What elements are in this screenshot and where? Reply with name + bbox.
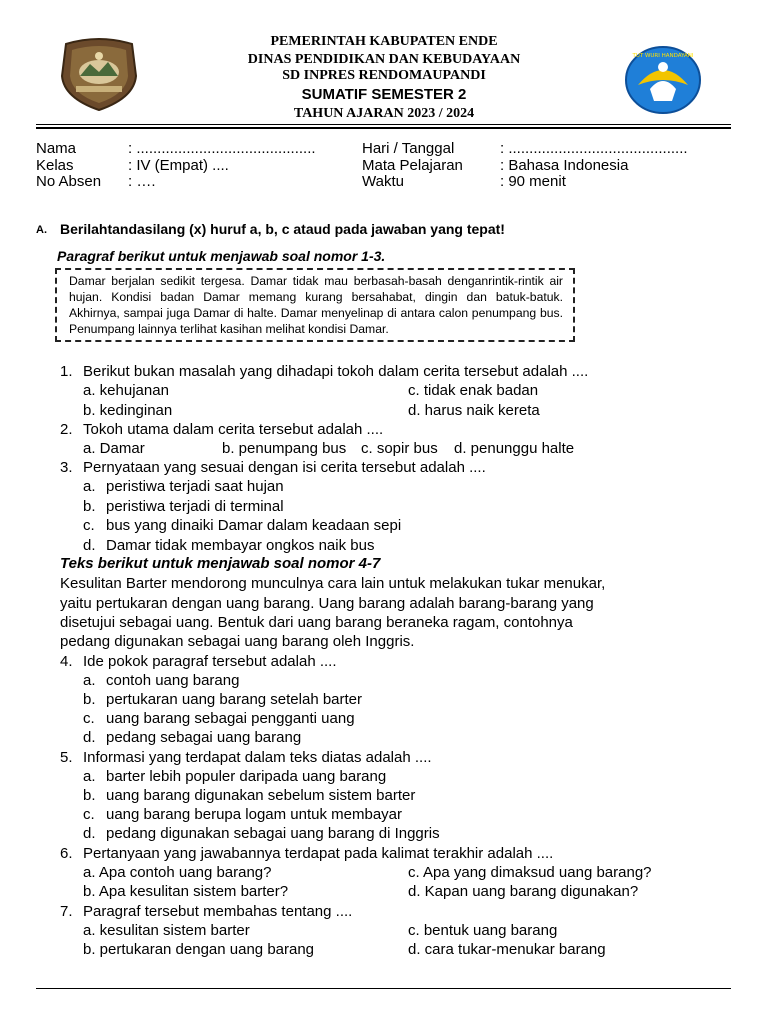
hari-label: Hari / Tanggal [362, 140, 455, 157]
q2-option-b: b. penumpang bus [222, 440, 347, 457]
q1-option-b: b. kedinginan [83, 402, 173, 419]
absen-label: No Absen [36, 173, 102, 190]
q1-option-c: c. tidak enak badan [408, 382, 539, 399]
q3-option-d: Damar tidak membayar ongkos naik bus [106, 537, 375, 554]
q6-text: Pertanyaan yang jawabannya terdapat pada kalimat terakhir adalah .... [83, 845, 554, 862]
q2-option-c: c. sopir bus [361, 440, 438, 457]
q2-option-d: d. penunggu halte [454, 440, 575, 457]
q4-option-c: uang barang sebagai pengganti uang [106, 710, 355, 727]
q5-option-c: uang barang berupa logam untuk membayar [106, 806, 403, 823]
q3-option-c: bus yang dinaiki Damar dalam keadaan sepi [106, 517, 402, 534]
q1-text: Berikut bukan masalah yang dihadapi tokoh dalam cerita tersebut adalah .... [83, 363, 589, 380]
q5-letter-a: a. [83, 768, 96, 785]
q7-option-c: c. bentuk uang barang [408, 922, 558, 939]
q1-number: 1. [60, 363, 73, 380]
header-school: SD INPRES RENDOMAUPANDI [282, 68, 486, 83]
q7-option-a: a. kesulitan sistem barter [83, 922, 250, 939]
q5-number: 5. [60, 749, 73, 766]
q7-text: Paragraf tersebut membahas tentang .... [83, 903, 353, 920]
nama-label: Nama [36, 140, 77, 157]
q1-option-a: a. kehujanan [83, 382, 169, 399]
mapel-field: : Bahasa Indonesia [500, 157, 629, 174]
logo-motto-text: TUT WURI HANDAYANI [632, 53, 694, 59]
nama-field: : ........................................... [128, 140, 316, 157]
kelas-field: : IV (Empat) .... [128, 157, 229, 174]
section-letter: A. [36, 224, 47, 236]
q3-letter-b: b. [83, 498, 96, 515]
passage1-text: Damar berjalan sedikit tergesa. Damar tidak mau berbasah-basah denganrintik-rintik air hujan. Kondisi badan Damar memang kurang bersahabat, dingin dan batuk-batuk. Akhirnya, sampai juga Damar di halte. Damar menyelinap di antara calon penumpang bus. Penumpang lainnya terlihat kasihan melihat kondisi Damar. [69, 274, 563, 336]
q5-text: Informasi yang terdapat dalam teks diatas adalah .... [83, 749, 432, 766]
passage2-line: pedang digunakan sebagai uang barang oleh Inggris. [60, 633, 415, 650]
q4-option-b: pertukaran uang barang setelah barter [106, 691, 363, 708]
q4-option-a: contoh uang barang [106, 672, 240, 689]
q5-option-b: uang barang digunakan sebelum sistem barter [106, 787, 416, 804]
q5-option-d: pedang digunakan sebagai uang barang di Inggris [106, 825, 440, 842]
q2-option-a: a. Damar [83, 440, 145, 457]
header-academic-year: TAHUN AJARAN 2023 / 2024 [293, 106, 475, 121]
passage1-heading: Paragraf berikut untuk menjawab soal nomor 1-3. [57, 248, 386, 264]
q7-option-d: d. cara tukar-menukar barang [408, 941, 606, 958]
q4-letter-d: d. [83, 729, 96, 746]
q4-text: Ide pokok paragraf tersebut adalah .... [83, 653, 337, 670]
q6-option-b: b. Apa kesulitan sistem barter? [83, 883, 289, 900]
q3-option-b: peristiwa terjadi di terminal [106, 498, 284, 515]
section-instruction: Berilahtandasilang (x) huruf a, b, c ataud pada jawaban yang tepat! [60, 221, 505, 237]
q6-number: 6. [60, 845, 73, 862]
q4-number: 4. [60, 653, 73, 670]
header-divider [36, 124, 731, 125]
header-divider-thick [36, 127, 731, 129]
hari-field: : ........................................... [500, 140, 688, 157]
footer-divider [36, 988, 731, 989]
q6-option-c: c. Apa yang dimaksud uang barang? [408, 864, 652, 881]
q7-number: 7. [60, 903, 73, 920]
header-department: DINAS PENDIDIKAN DAN KEBUDAYAAN [247, 52, 521, 67]
q5-letter-d: d. [83, 825, 96, 842]
waktu-label: Waktu [362, 173, 404, 190]
q3-letter-a: a. [83, 478, 96, 495]
header-government: PEMERINTAH KABUPATEN ENDE [270, 34, 498, 49]
passage2-line: Kesulitan Barter mendorong munculnya cara lain untuk melakukan tukar menukar, [60, 575, 606, 592]
q5-letter-c: c. [83, 806, 95, 823]
q3-option-a: peristiwa terjadi saat hujan [106, 478, 284, 495]
q1-option-d: d. harus naik kereta [408, 402, 540, 419]
q4-letter-a: a. [83, 672, 96, 689]
passage2-heading: Teks berikut untuk menjawab soal nomor 4-7 [60, 555, 381, 572]
q7-option-b: b. pertukaran dengan uang barang [83, 941, 315, 958]
q2-text: Tokoh utama dalam cerita tersebut adalah .... [83, 421, 384, 438]
q2-number: 2. [60, 421, 73, 438]
q3-number: 3. [60, 459, 73, 476]
q4-letter-c: c. [83, 710, 95, 727]
passage2-line: yaitu pertukaran dengan uang barang. Uang barang adalah barang-barang yang [60, 595, 594, 612]
kelas-label: Kelas [36, 157, 74, 174]
q3-letter-d: d. [83, 537, 96, 554]
q6-option-d: d. Kapan uang barang digunakan? [408, 883, 639, 900]
absen-field: : …. [128, 173, 156, 190]
passage2-line: disetujui sebagai uang. Bentuk dari uang barang beraneka ragam, contohnya [60, 614, 573, 631]
q4-option-d: pedang sebagai uang barang [106, 729, 302, 746]
q6-option-a: a. Apa contoh uang barang? [83, 864, 272, 881]
mapel-label: Mata Pelajaran [362, 157, 463, 174]
q3-letter-c: c. [83, 517, 95, 534]
passage1-box [55, 268, 575, 342]
q5-option-a: barter lebih populer daripada uang barang [106, 768, 387, 785]
header-exam-title: SUMATIF SEMESTER 2 [301, 86, 467, 103]
q5-letter-b: b. [83, 787, 96, 804]
q3-text: Pernyataan yang sesuai dengan isi cerita tersebut adalah .... [83, 459, 486, 476]
waktu-field: : 90 menit [500, 173, 566, 190]
q4-letter-b: b. [83, 691, 96, 708]
